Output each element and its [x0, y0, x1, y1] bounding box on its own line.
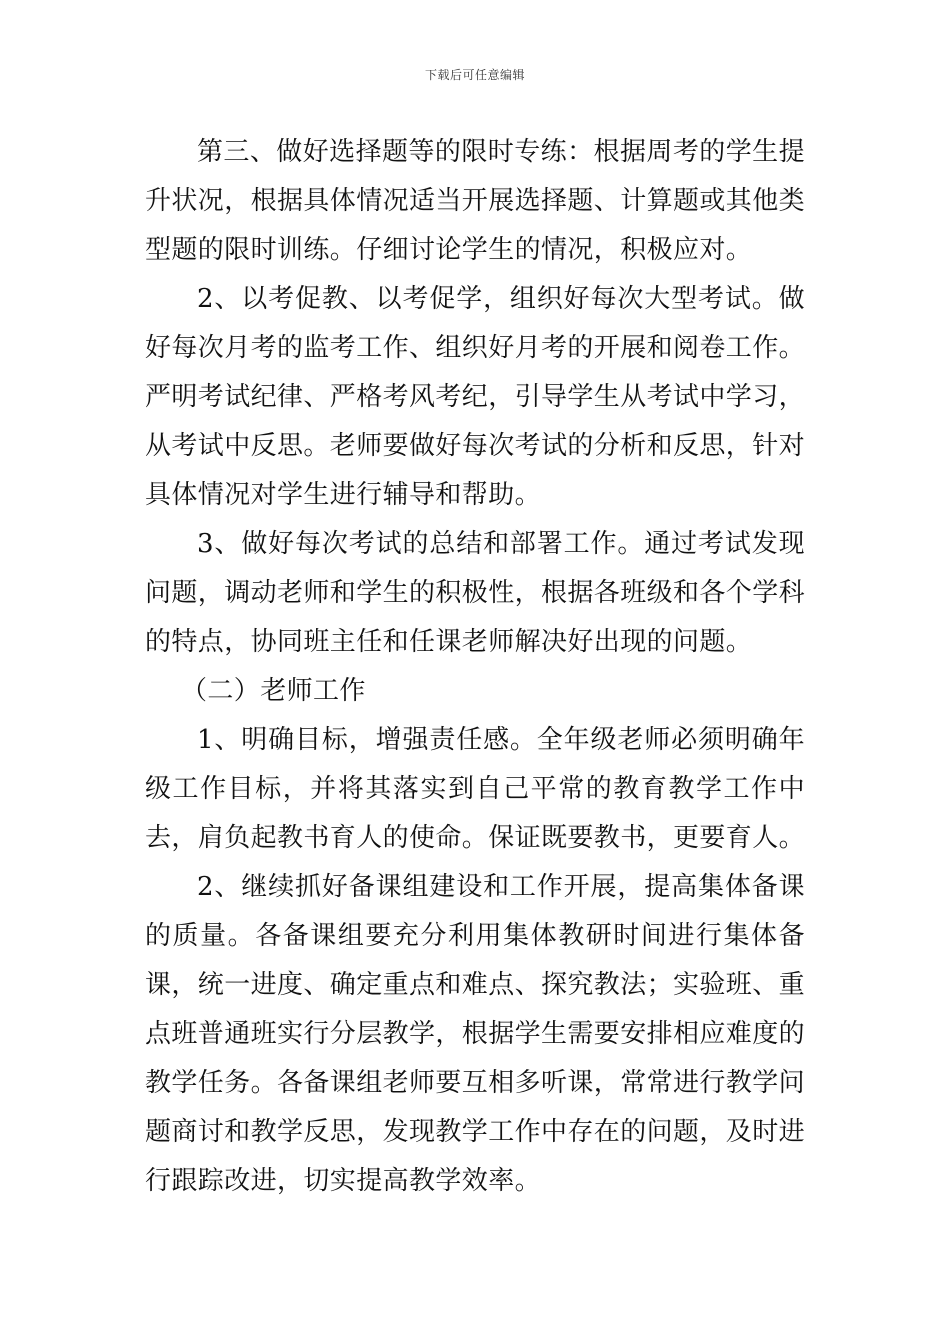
document-body — [145, 128, 805, 1206]
paragraph-clear-goals: 1、明确目标，增强责任感。全年级老师必须明确年级工作目标，并将其落实到自己平常的教育教学工作中去，肩负起教书育人的使命。保证既要教书，更要育人。 — [145, 725, 806, 853]
paragraph-exam-summary: 3、做好每次考试的总结和部署工作。通过考试发现问题，调动老师和学生的积极性，根据各班级和各个学科的特点，协同班主任和任课老师解决好出现的问题。 — [145, 529, 806, 657]
paragraph-lesson-prep-groups: 2、继续抓好备课组建设和工作开展，提高集体备课的质量。各备课组要充分利用集体教研时间进行集体备课，统一进度、确定重点和难点、探究教法；实验班、重点班普通班实行分层教学，根据学生需要安排相应难度的教学任务。各备课组老师要互相多听课，常常进行教学问题商讨和教学反思，发现教学工作中存在的问题，及时进行跟踪改进，切实提高教学效率。 — [145, 872, 806, 1196]
paragraph-exam-organization: 2、以考促教、以考促学，组织好每次大型考试。做好每次月考的监考工作、组织好月考的开展和阅卷工作。严明考试纪律、严格考风考纪，引导学生从考试中学习，从考试中反思。老师要做好每次考试的分析和反思，针对具体情况对学生进行辅导和帮助。 — [145, 284, 806, 510]
paragraph-limited-time-practice: 第三、做好选择题等的限时专练：根据周考的学生提升状况，根据具体情况适当开展选择题、计算题或其他类型题的限时训练。仔细讨论学生的情况，积极应对。 — [145, 137, 806, 265]
header-note: 下载后可任意编辑 — [424, 68, 525, 82]
section-heading-teacher-work: （二）老师工作 — [181, 676, 366, 706]
